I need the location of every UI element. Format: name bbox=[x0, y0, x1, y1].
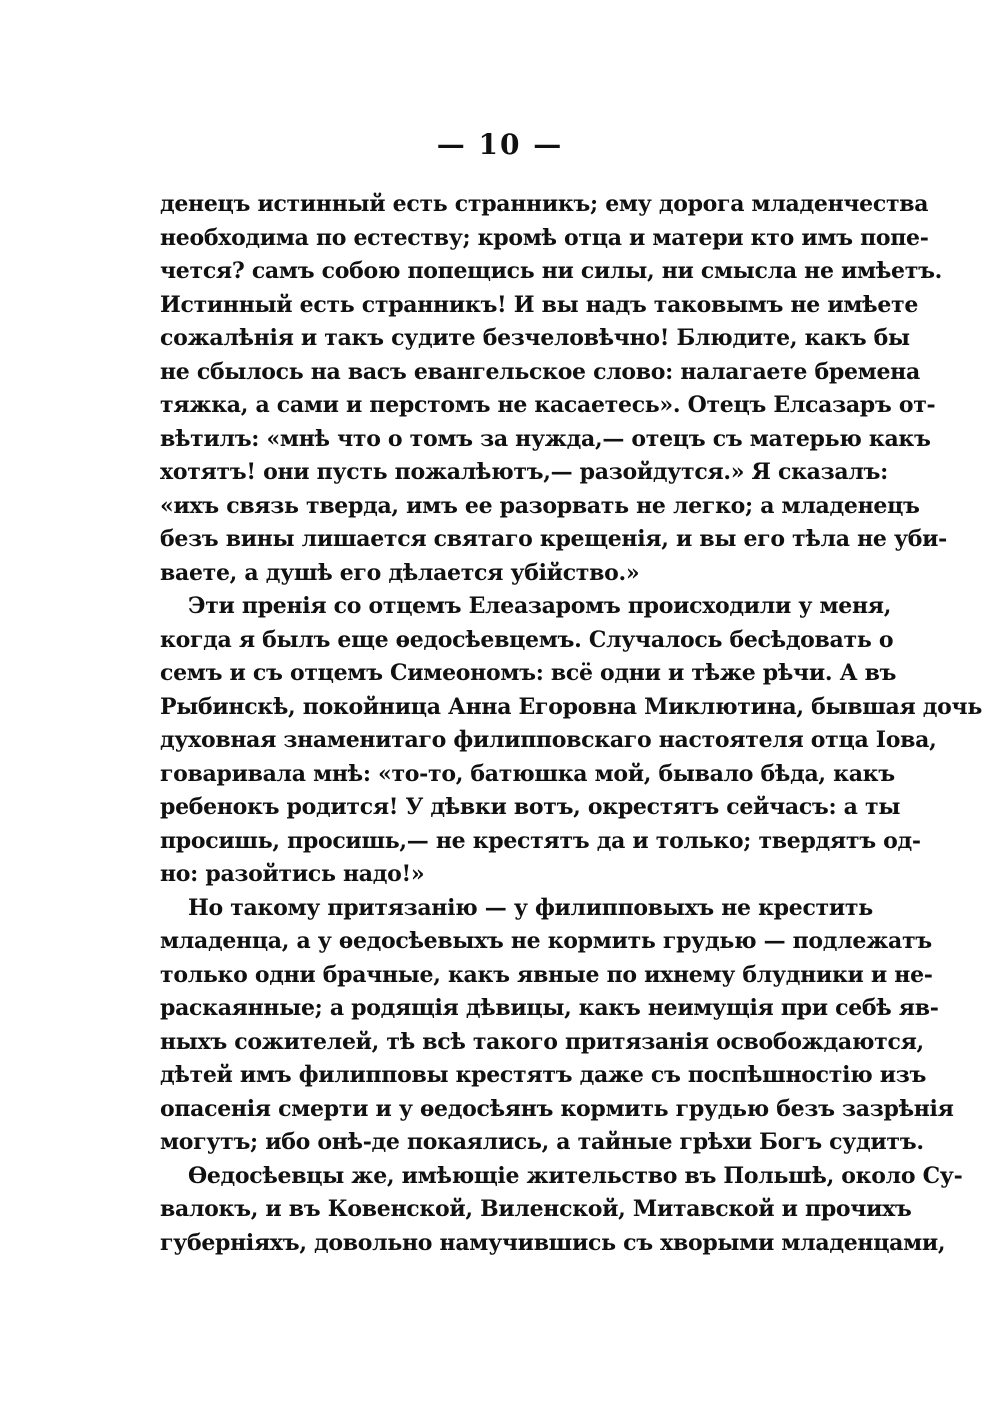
text-line: чется? самъ собою попещись ни силы, ни смысла не имѣетъ. bbox=[160, 258, 943, 284]
text-line: когда я былъ еще ѳедосѣевцемъ. Случалось бесѣдовать о bbox=[160, 626, 894, 653]
text-line: опасенія смерти и у ѳедосѣянъ кормить грудью безъ зазрѣнія bbox=[160, 1095, 954, 1122]
text-line: «ихъ связь тверда, имъ ее разорвать не легко; а младенецъ bbox=[160, 492, 920, 519]
text-line: Истинный есть странникъ! И вы надъ таковымъ не имѣете bbox=[160, 291, 919, 318]
text-line: семъ и съ отцемъ Симеономъ: всё одни и тѣже рѣчи. А въ bbox=[160, 660, 897, 686]
text-line: губерніяхъ, довольно намучившись съ хворыми младенцами, bbox=[160, 1229, 946, 1256]
text-line: Рыбинскѣ, покойница Анна Егоровна Миклютина, бывшая дочь bbox=[160, 693, 982, 720]
text-body bbox=[160, 188, 982, 1260]
paragraph bbox=[160, 1160, 963, 1261]
text-line: хотятъ! они пусть пожалѣютъ,— разойдутся.» Я сказалъ: bbox=[160, 459, 888, 485]
text-line: денецъ истинный есть странникъ; ему дорога младенчества bbox=[160, 191, 929, 217]
text-line: вѣтилъ: «мнѣ что о томъ за нужда,— отецъ съ матерью какъ bbox=[160, 425, 931, 452]
text-line: младенца, а у ѳедосѣевыхъ не кормить грудью — подлежатъ bbox=[160, 928, 932, 954]
text-line: Но такому притязанію — у филипповыхъ не крестить bbox=[188, 894, 873, 921]
paragraph bbox=[160, 590, 982, 892]
paragraph bbox=[160, 892, 954, 1160]
page-number: — 10 — bbox=[436, 128, 564, 161]
text-line: Ѳедосѣевцы же, имѣющіе жительство въ Польшѣ, около Су- bbox=[188, 1162, 963, 1189]
text-line: говаривала мнѣ: «то-то, батюшка мой, бывало бѣда, какъ bbox=[160, 760, 895, 787]
text-line: безъ вины лишается святаго крещенія, и вы его тѣла не уби- bbox=[160, 526, 947, 552]
text-line: валокъ, и въ Ковенской, Виленской, Митавской и прочихъ bbox=[160, 1196, 912, 1222]
text-line: только одни брачные, какъ явные по ихнему блудники и не- bbox=[160, 961, 933, 988]
text-line: могутъ; ибо онѣ-де покаялись, а тайные грѣхи Богъ судитъ. bbox=[160, 1129, 924, 1155]
text-line: тяжка, а сами и перстомъ не касаетесь». Отецъ Елсазаръ от- bbox=[160, 392, 936, 418]
text-line: сожалѣнія и такъ судите безчеловѣчно! Блюдите, какъ бы bbox=[160, 325, 910, 351]
text-line: ныхъ сожителей, тѣ всѣ такого притязанія освобождаются, bbox=[160, 1028, 924, 1055]
text-line: ребенокъ родится! У дѣвки вотъ, окрестятъ сейчасъ: а ты bbox=[160, 794, 901, 820]
paragraph bbox=[160, 188, 947, 590]
text-line: дѣтей имъ филипповы крестятъ даже съ поспѣшностію изъ bbox=[160, 1062, 927, 1088]
text-line: но: разойтись надо!» bbox=[160, 861, 425, 887]
text-line: необходима по естеству; кромѣ отца и матери кто имъ попе- bbox=[160, 224, 929, 251]
text-line: просишь, просишь,— не крестятъ да и только; твердятъ од- bbox=[160, 827, 921, 854]
text-line: не сбылось на васъ евангельское слово: налагаете бремена bbox=[160, 358, 920, 385]
text-line: духовная знаменитаго филипповскаго настоятеля отца Іова, bbox=[160, 727, 937, 753]
text-line: Эти пренія со отцемъ Елеазаромъ происходили у меня, bbox=[188, 593, 892, 619]
text-line: раскаянные; а родящія дѣвицы, какъ неимущія при себѣ яв- bbox=[160, 995, 939, 1021]
text-line: ваете, а душѣ его дѣлается убійство.» bbox=[160, 559, 640, 586]
